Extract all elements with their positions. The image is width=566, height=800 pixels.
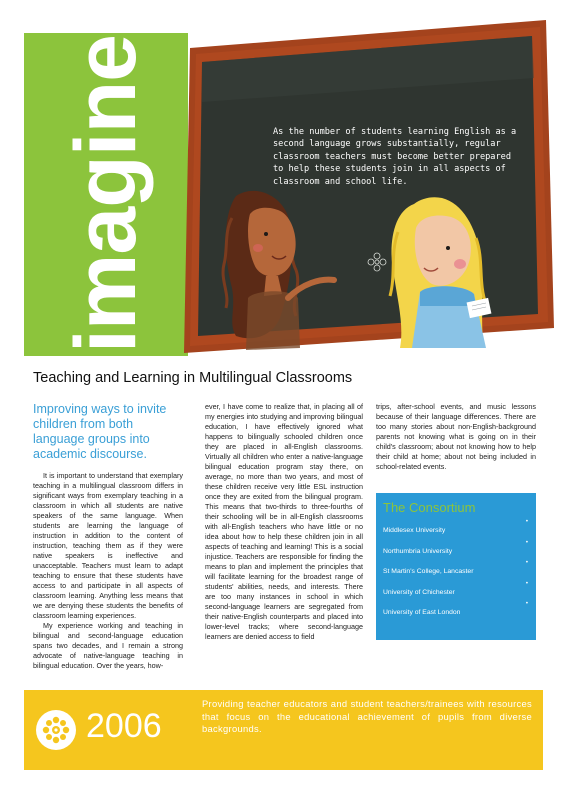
- consortium-member-name: Middlesex University: [383, 527, 446, 534]
- imagine-sidebar: [24, 33, 188, 356]
- consortium-member-name: St Martin's College, Lancaster: [383, 568, 474, 575]
- consortium-list: [383, 519, 530, 630]
- bullet-icon: •: [525, 601, 528, 607]
- flower-emblem-icon: [35, 709, 77, 751]
- article-paragraph: My experience working and teaching in bilingual and second-language education spans two decades, and I remain a strong advocate of native-language teaching in bilingual education. Over the years, how-: [33, 621, 183, 670]
- bullet-icon: •: [525, 560, 528, 566]
- imagine-title: imagine: [58, 35, 154, 353]
- consortium-member: [383, 580, 530, 610]
- bullet-icon: •: [525, 519, 528, 525]
- article-paragraph: ever, I have come to realize that, in placing all of my energies into studying and improving bilingual education, I have effectively ignored what happens to bilingually schooled children once they are placed in all-English classrooms. Virtually all children who enter a native-language bilingual education program stay there, on average, no more than two years, and most of these children receive very little ESL instruction once they are exited from the bilingual program. This means that two-thirds to three-fourths of their schooling will be in all-English classrooms with all-English teachers who have little or no idea about how to help these children join in all aspects of teaching and learning! This is a social injustice. Teachers are responsible for finding the means to plan and implement the principles that will facilitate learning for the broadest range of students' abilities, needs, and interests. There are too many instances in school in which second-language learners are segregated from their native-English counterparts and placed into lower-level tracks; where second-language learners are denied access to field: [205, 402, 363, 641]
- article-column-3: [376, 402, 536, 472]
- consortium-member: [383, 601, 530, 630]
- headline: Teaching and Learning in Multilingual Classrooms: [33, 370, 353, 386]
- footer-year: 2006: [86, 707, 162, 745]
- consortium-box: [376, 493, 536, 640]
- footer-banner: [24, 690, 543, 770]
- chalkboard-caption: As the number of students learning English as a second language grows substantially, regular classroom teachers must become better prepared to help these students join in all aspects of classroom and school life.: [273, 127, 517, 187]
- bullet-icon: •: [525, 580, 528, 587]
- article-paragraph: It is important to understand that exemplary teaching in a multilingual classroom differs in significant ways from exemplary teaching in a classroom in which all students are native speakers of the same language. When students are learning the language of instruction in addition to the content of instruction, teaching them as if they were native speakers is ineffective and unacceptable. Teachers must learn to adapt teaching to ensure that these students have access to and participate in all aspects of classroom learning. Anything less means that we are denying these students the benefits of classroom learning experiences.: [33, 471, 183, 620]
- consortium-title: The Consortium: [383, 500, 476, 515]
- consortium-member-name: Northumbria University: [383, 547, 453, 555]
- consortium-member: [383, 560, 530, 589]
- article-column-2: [205, 402, 363, 642]
- chalkboard-illustration: [184, 18, 556, 363]
- bullet-icon: •: [525, 539, 528, 546]
- consortium-member-name: University of East London: [383, 609, 461, 616]
- article-paragraph: trips, after-school events, and music lessons because of their language differences. There are too many stories about non-English-background parents not knowing what is going on in their child's classroom; about not knowing how to help their child at home; about not being included in school-related events.: [376, 402, 536, 471]
- article-subhead: Improving ways to invite children from both language groups into academic discourse.: [33, 402, 167, 461]
- consortium-member: [383, 519, 530, 548]
- consortium-member: [383, 539, 530, 569]
- article-column-1: [33, 402, 183, 671]
- footer-text: Providing teacher educators and student teachers/trainees with resources that focus on the educational achievement of pupils from diverse backgrounds.: [202, 698, 532, 734]
- consortium-member-name: University of Chichester: [383, 588, 455, 596]
